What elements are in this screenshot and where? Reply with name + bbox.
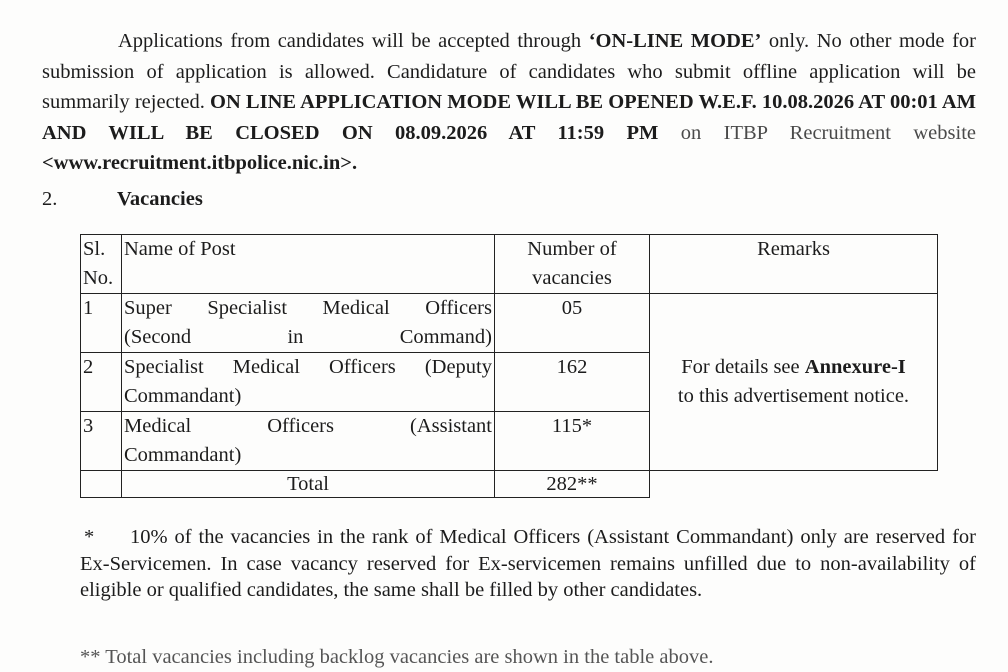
table-row: [81, 294, 938, 353]
online-mode-emphasis: ‘ON-LINE MODE’: [588, 30, 762, 52]
cell-sl: 2: [81, 353, 122, 412]
intro-text-1: Applications from candidates will be accepted through: [118, 30, 589, 52]
table-total-row: [81, 471, 938, 498]
application-dates-notice: ON LINE APPLICATION MODE WILL BE OPENED W.E.F. 10.08.2026 AT 00:01 AM AND WILL BE CLOSED ON 08.09.2026 AT 11:59 PM: [42, 91, 976, 144]
header-remarks: Remarks: [650, 235, 938, 294]
annexure-reference: Annexure-I: [804, 356, 906, 378]
cell-total-empty: [650, 471, 938, 498]
section-title: Vacancies: [117, 188, 203, 210]
intro-text-2: only. No other mode for submission of application is allowed. Candidature of candidates who submit offline application will be summarily rejected.: [42, 30, 976, 113]
cell-remarks: For details see Annexure-I to this advertisement notice.: [650, 294, 938, 471]
cell-post: Medical Officers (Assistant Commandant): [122, 412, 495, 471]
header-sl-no: Sl. No.: [81, 235, 122, 294]
footnote-text: 10% of the vacancies in the rank of Medical Officers (Assistant Commandant) only are reserved for Ex-Servicemen. In case vacancy reserved for Ex-servicemen remains unfilled due to non-availability of eligible or qualified candidates, the same shall be filled by other candidates.: [80, 526, 976, 601]
header-vacancies: Number of vacancies: [495, 235, 650, 294]
cell-vacancies: 162: [495, 353, 650, 412]
cell-vacancies: 05: [495, 294, 650, 353]
footnote-symbol: *: [84, 526, 95, 548]
section-heading: [42, 188, 203, 211]
header-post: Name of Post: [122, 235, 495, 294]
cell-vacancies: 115*: [495, 412, 650, 471]
footnote: [80, 524, 976, 604]
intro-paragraph: [42, 26, 976, 179]
table-header-row: [81, 235, 938, 294]
total-label: Total: [122, 471, 495, 498]
cutoff-line: ** Total vacancies including backlog vacancies are shown in the table above.: [80, 646, 714, 668]
cell-post: Super Specialist Medical Officers (Second in Command): [122, 294, 495, 353]
recruitment-website: <www.recruitment.itbpolice.nic.in>.: [42, 152, 358, 174]
intro-text-3: on ITBP Recruitment website: [658, 121, 976, 144]
total-value: 282**: [495, 471, 650, 498]
cell-sl: 3: [81, 412, 122, 471]
cell-total-blank: [81, 471, 122, 498]
vacancies-table: [80, 234, 938, 498]
section-number: 2.: [42, 188, 58, 210]
cell-post: Specialist Medical Officers (Deputy Commandant): [122, 353, 495, 412]
cell-sl: 1: [81, 294, 122, 353]
